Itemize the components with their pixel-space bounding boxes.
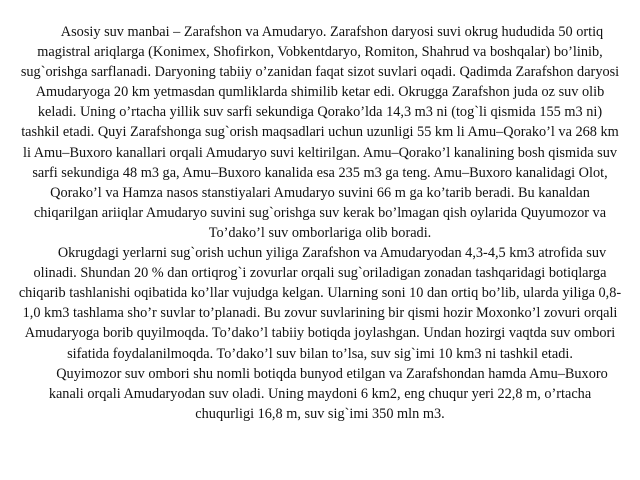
document-body <box>18 22 622 424</box>
paragraph-quyimozor-reservoir: Quyimozor suv ombori shu nomli botiqda bunyod etilgan va Zarafshondan hamda Amu–Buxoro kanali orqali Amudaryodan suv oladi. Uning maydoni 6 km2, eng chuqur yeri 22,8 m, o’rtacha chuqurligi 16,8 m, suv sig`imi 350 mln m3. <box>48 365 608 422</box>
paragraph-water-sources: Asosiy suv manbai – Zarafshon va Amudaryo. Zarafshon daryosi suvi okrug hududida 50 ortiq magistral ariqlarga (Konimex, Shofirkon, Vobkentdaryo, Romiton, Shahrud va boshqalar) bo’linib, sug`orishga sarflanadi. Daryoning tabiiy o’zanidan faqat sizot suvlari oqadi. Qadimda Zarafshon daryosi Amudaryoga 20 km yetmasdan qumliklarda shimilib ketar edi. Okrugga Zarafshon juda oz suv olib keladi. Uning o’rtacha yillik suv sarfi sekundiga Qorako’lda 14,3 m3 ni (tog`li qismida 155 m3 ni) tashkil etadi. Quyi Zarafshonga sug`orish maqsadlari uchun uzunligi 55 km li Amu–Qorako’l va 268 km li Amu–Buxoro kanallari orqali Amudaryo suvi keltirilgan. Amu–Qorako’l kanalining bosh qismida suv sarfi sekundiga 48 m3 ga, Amu–Buxoro kanalida esa 235 m3 ga teng. Amu–Buxoro kanalidagi Olot, Qorako’l va Hamza nasos stanstiyalari Amudaryo suvini 66 m ga ko’tarib beradi. Bu kanaldan chiqarilgan ariiqlar Amudaryo suvini sug`orishga suv kerak bo’lmagan qish oylarida Quyumozor va To’dako’l suv omborlariga olib boradi. <box>20 24 620 241</box>
paragraph-irrigation-lakes: Okrugdagi yerlarni sug`orish uchun yiliga Zarafshon va Amudaryodan 4,3-4,5 km3 atrofida suv olinadi. Shundan 20 % dan ortiqrog`i zovurlar orqali sug`oriladigan zonadan tashqaridagi botiqlarga chiqarib tashlanishi oqibatida ko’llar vujudga kelgan. Ularning soni 10 dan ortiq bo’lib, ularda yiliga 0,8-1,0 km3 tashlama sho’r suvlar to’planadi. Bu zovur suvlarining bir qismi hozir Moxonko’l zovuri orqali Amudaryoga borib quyilmoqda. To’dako’l tabiiy botiqda joylashgan. Undan hozirgi vaqtda suv ombori sifatida foydalanilmoqda. To’dako’l suv bilan to’lsa, suv sig`imi 10 km3 ni tashkil etadi. <box>18 245 622 362</box>
